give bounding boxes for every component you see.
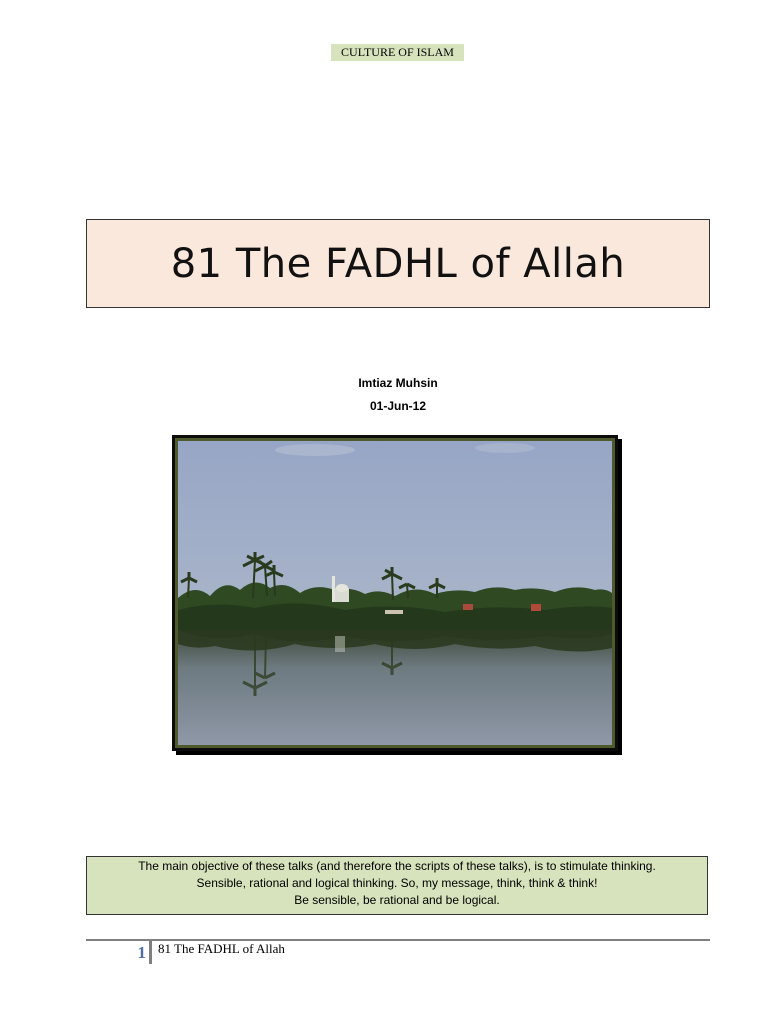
document-date: 01-Jun-12 (369, 399, 427, 413)
footer-page-number: 1 (137, 943, 146, 962)
lake-photo-image (175, 438, 615, 748)
cover-photo (172, 435, 618, 751)
objective-line-3: Be sensible, be rational and be logical. (294, 893, 500, 907)
footer-document-title: 81 The FADHL of Allah (158, 941, 285, 956)
document-title: 81 The FADHL of Allah (170, 240, 626, 287)
objective-line-2: Sensible, rational and logical thinking. So, my message, think, think & think! (196, 876, 598, 890)
objective-statement-box (86, 856, 708, 915)
footer-separator (149, 941, 152, 964)
objective-line-1: The main objective of these talks (and therefore the scripts of these talks), is to stimulate thinking. (138, 859, 656, 873)
title-box (86, 219, 710, 308)
header-category-tag: CULTURE OF ISLAM (331, 44, 464, 61)
author-name: Imtiaz Muhsin (358, 376, 438, 390)
